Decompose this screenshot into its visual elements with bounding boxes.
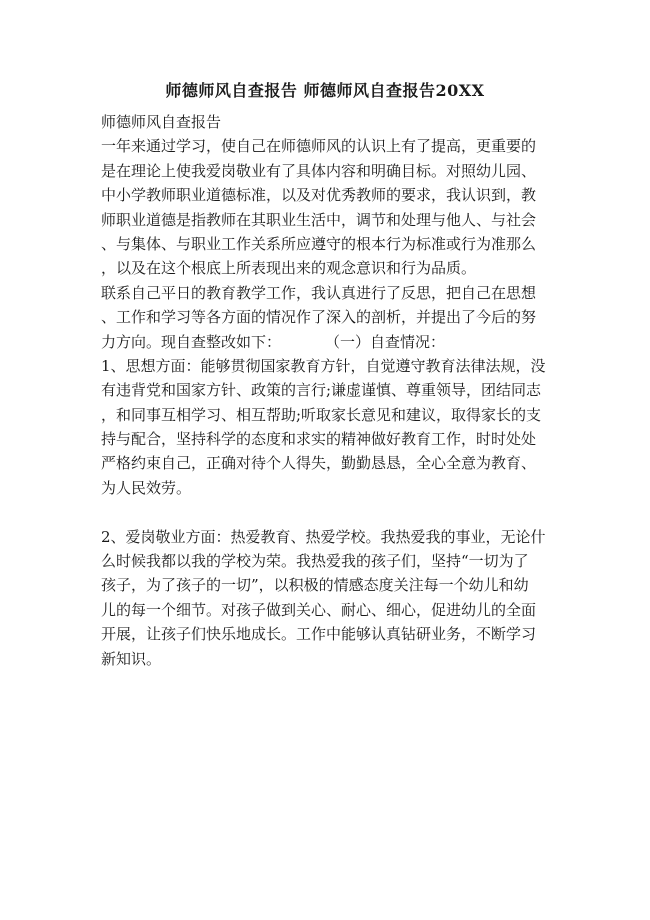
paragraph-1-line-2: 是在理论上使我爱岗敬业有了具体内容和明确目标。对照幼儿园、 xyxy=(101,161,537,180)
paragraph-3-line-2: 有违背党和国家方针、政策的言行;谦虚谨慎、尊重领导，团结同志 xyxy=(101,381,542,400)
paragraph-3-line-3: ，和同事互相学习、相互帮助;听取家长意见和建议，取得家长的支 xyxy=(101,405,542,424)
paragraph-4-line-5: 开展，让孩子们快乐地成长。工作中能够认真钻研业务，不断学习 xyxy=(101,625,537,644)
paragraph-3-line-5: 严格约束自己，正确对待个人得失，勤勤恳恳，全心全意为教育、 xyxy=(101,454,537,473)
paragraph-4-line-6: 新知识。 xyxy=(101,649,162,668)
paragraph-3-line-6: 为人民效劳。 xyxy=(101,478,192,497)
paragraph-4-line-4: 儿的每一个细节。对孩子做到关心、耐心、细心，促进幼儿的全面 xyxy=(101,600,537,619)
section-heading-self-check: （一）自查情况： xyxy=(325,332,446,351)
paragraph-3-line-4: 持与配合，坚持科学的态度和求实的精神做好教育工作，时时处处 xyxy=(101,430,537,449)
paragraph-4-line-2: 么时候我都以我的学校为荣。我热爱我的孩子们，坚持“一切为了 xyxy=(101,552,529,571)
document-subtitle: 师德师风自查报告 xyxy=(101,113,222,131)
paragraph-1-line-1: 一年来通过学习，使自己在师德师风的认识上有了提高，更重要的 xyxy=(101,137,537,156)
document-title: 师德师风自查报告 师德师风自查报告20XX xyxy=(165,81,485,100)
paragraph-2-line-2: 、工作和学习等各方面的情况作了深入的剖析，并提出了今后的努 xyxy=(101,308,537,327)
paragraph-4-line-1: 2、爱岗敬业方面：热爱教育、热爱学校。我热爱我的事业，无论什 xyxy=(101,527,546,546)
paragraph-2-line-3-left: 力方向。现自查整改如下： xyxy=(101,332,282,351)
paragraph-1-line-3: 中小学教师职业道德标准，以及对优秀教师的要求，我认识到，教 xyxy=(101,186,537,205)
paragraph-2-line-1: 联系自己平日的教育教学工作，我认真进行了反思，把自己在思想 xyxy=(101,283,537,302)
paragraph-spacer xyxy=(101,500,551,524)
paragraph-4-line-3: 孩子，为了孩子的一切”，以积极的情感态度关注每一个幼儿和幼 xyxy=(101,576,529,595)
paragraph-1-line-6: ，以及在这个根底上所表现出来的观念意识和行为品质。 xyxy=(101,259,477,278)
paragraph-2-line-3 xyxy=(101,330,551,354)
paragraph-3-line-1: 1、思想方面：能够贯彻国家教育方针，自觉遵守教育法律法规，没 xyxy=(101,356,546,375)
document-body xyxy=(101,110,551,671)
paragraph-1-line-4: 师职业道德是指教师在其职业生活中，调节和处理与他人、与社会 xyxy=(101,210,537,229)
paragraph-1-line-5: 、与集体、与职业工作关系所应遵守的根本行为标准或行为准那么 xyxy=(101,234,537,253)
